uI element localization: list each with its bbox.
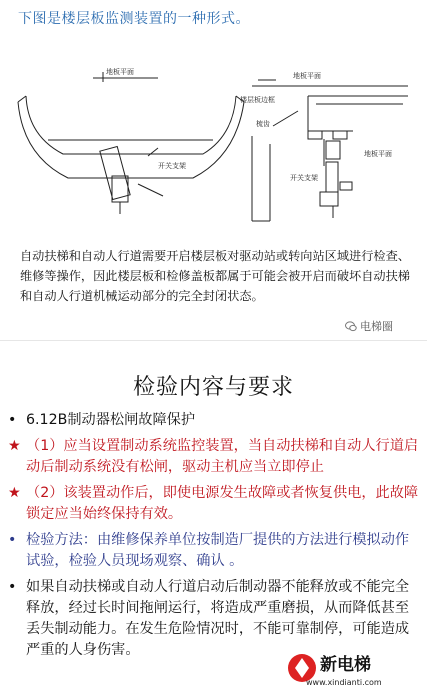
- item-text: （1）应当设置制动系统监控装置，当自动扶梯和自动人行道启动后制动系统没有松闸，驱动主机应当立即停止: [26, 438, 419, 475]
- right-label-floor2: 地板平面: [364, 150, 392, 158]
- svg-text:www.xindianti.com: www.xindianti.com: [306, 678, 382, 687]
- list-item: [8, 483, 420, 525]
- bullet: •: [8, 579, 17, 595]
- item-text: 如果自动扶梯或自动人行道启动后制动器不能释放或不能完全释放，经过长时间拖闸运行，将造成严重磨损，从而降低甚至丢失制动能力。在发生危险情况时，不能可靠制停，可能造成严重的人身伤害。: [26, 579, 410, 658]
- xindianti-logo: [286, 648, 418, 688]
- list-item: [8, 530, 420, 572]
- left-label-floor: 地板平面: [106, 68, 134, 76]
- requirements-list: [8, 410, 420, 666]
- bullet: •: [8, 412, 17, 428]
- item-text: 6.12B制动器松闸故障保护: [26, 412, 196, 428]
- watermark-text: 电梯圈: [360, 320, 393, 333]
- section-title: 检验内容与要求: [132, 375, 294, 400]
- left-drawing: [18, 72, 244, 214]
- wechat-icon: [345, 321, 357, 332]
- star-bullet: ★: [8, 438, 21, 454]
- right-label-floor: 地板平面: [293, 72, 321, 80]
- watermark-top: [345, 318, 393, 334]
- item-text: 检验方法：由维修保养单位按制造厂提供的方法进行模拟动作试验，检验人员现场观察、确认 。: [26, 532, 410, 569]
- bullet: •: [8, 532, 17, 548]
- left-label-bracket: 开关支架: [158, 162, 186, 170]
- right-label-comb: 梳齿: [256, 120, 270, 128]
- top-caption: 下图是楼层板监测装置的一种形式。: [18, 11, 250, 27]
- description-paragraph: 自动扶梯和自动人行道需要开启楼层板对驱动站或转向站区域进行检查、维修等操作，因此楼层板和检修盖板都属于可能会被开启而破坏自动扶梯和自动人行道机械运动部分的完全封闭状态。: [20, 249, 410, 303]
- svg-text:新电梯: 新电梯: [320, 655, 371, 675]
- divider: [0, 340, 427, 341]
- right-label-bracket: 开关支架: [290, 174, 318, 182]
- item-text: （2）该装置动作后，即使电源发生故障或者恢复供电，此故障锁定应当始终保持有效。: [26, 485, 419, 522]
- right-label-frame: 楼层板边框: [240, 96, 275, 104]
- list-item: [8, 410, 420, 431]
- floor-plate-monitoring-diagram: [8, 36, 418, 236]
- star-bullet: ★: [8, 485, 21, 501]
- list-item: [8, 436, 420, 478]
